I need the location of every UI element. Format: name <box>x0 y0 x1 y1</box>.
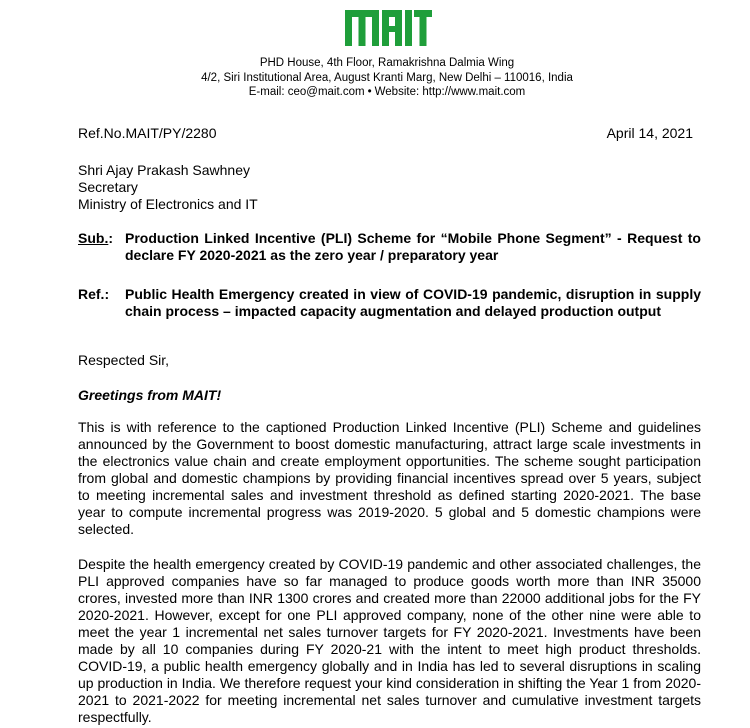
subject-text: Production Linked Incentive (PLI) Scheme for “Mobile Phone Segment” - Request to declare FY 2020-2021 as the zero year / preparatory year <box>125 230 701 263</box>
greeting: Greetings from MAIT! <box>78 387 222 403</box>
reference-number: Ref.No.MAIT/PY/2280 <box>78 125 217 141</box>
letterhead-address <box>120 56 654 100</box>
contact-line <box>120 85 654 100</box>
reference-block <box>78 286 701 320</box>
address-line-1: PHD House, 4th Floor, Ramakrishna Dalmia Wing <box>259 57 515 69</box>
addressee-title: Secretary <box>78 179 138 195</box>
subject-label: Sub.: <box>78 230 114 246</box>
body-paragraph: Despite the health emergency created by COVID-19 pandemic and other associated challenges, the PLI approved companies have so far managed to produce goods worth more than INR 35000 crores, invested more than INR 1300 crores and created more than 22000 additional jobs for the FY 2020-2021. However, except for one PLI approved company, none of the other nine were able to meet the year 1 incremental net sales turnover targets for FY 2020-2021. Investments have been made by all 10 companies during FY 2020-21 with the intent to meet high product thresholds. COVID-19, a public health emergency globally and in India has led to several disruptions in scaling up production in India. We therefore request your kind consideration in shifting the Year 1 from 2020-2021 to 2021-2022 for meeting incremental net sales turnover and cumulative investment targets respectfully. <box>78 556 701 725</box>
addressee-name: Shri Ajay Prakash Sawhney <box>78 162 250 178</box>
website-text[interactable]: Website: http://www.mait.com <box>374 86 526 98</box>
letter-date: April 14, 2021 <box>606 125 693 141</box>
subject-block <box>78 230 701 264</box>
reference-text: Public Health Emergency created in view of COVID-19 pandemic, disruption in supply chain process – impacted capacity augmentation and delayed production output <box>125 286 701 319</box>
reference-label: Ref.: <box>78 286 110 302</box>
email-text[interactable]: E-mail: ceo@mait.com <box>248 86 365 98</box>
address-line-2: 4/2, Siri Institutional Area, August Kranti Marg, New Delhi – 110016, India <box>201 71 573 84</box>
body-paragraph: This is with reference to the captioned Production Linked Incentive (PLI) Scheme and guidelines announced by the Government to boost domestic manufacturing, attract large scale investments in the electronics value chain and create employment opportunities. The scheme sought participation from global and domestic champions by providing financial incentives spread over 5 years, subject to meeting incremental sales and investment threshold as defined starting 2020-2021. The base year to compute incremental progress was 2019-2020. 5 global and 5 domestic champions were selected. <box>78 419 701 537</box>
salutation: Respected Sir, <box>78 352 170 368</box>
addressee-block <box>78 162 258 213</box>
mait-logo <box>343 8 433 48</box>
addressee-ministry: Ministry of Electronics and IT <box>78 196 258 212</box>
bullet-separator: • <box>367 86 372 98</box>
